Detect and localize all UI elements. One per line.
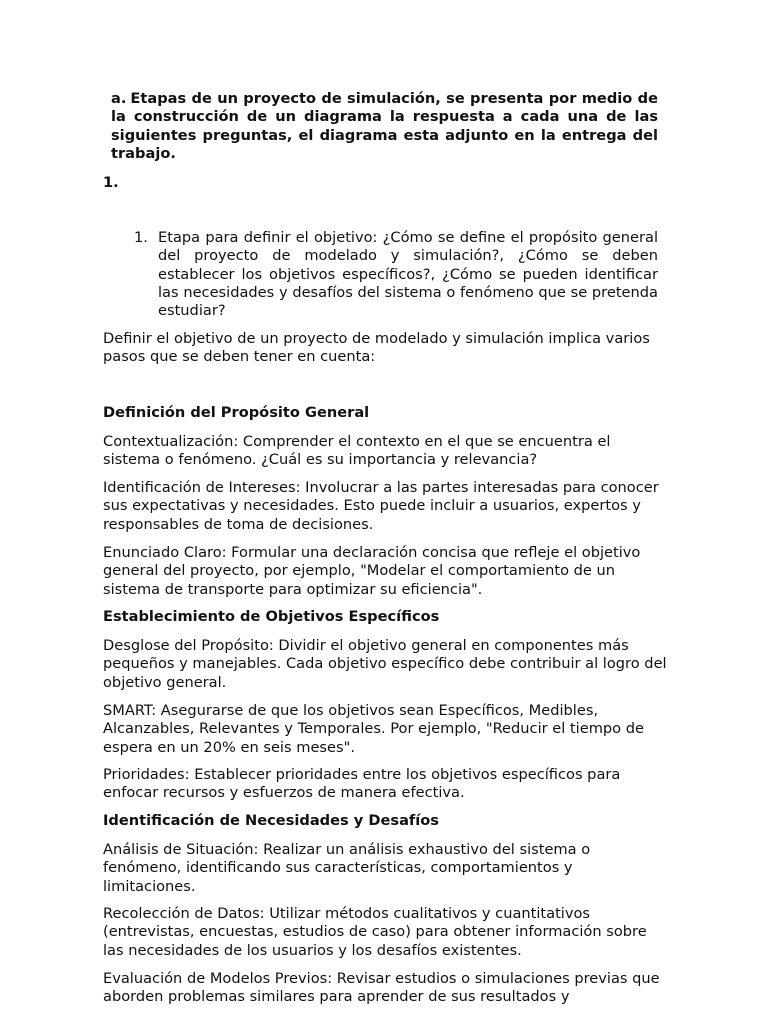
paragraph-identificacion-intereses: Identificación de Intereses: Involucrar a las partes interesadas para conocer sus expectativas y necesidades. Esto puede incluir a usuarios, expertos y responsables de toma de decisiones. (103, 479, 659, 533)
heading-necesidades-desafios: Identificación de Necesidades y Desafíos (103, 812, 439, 829)
paragraph-smart: SMART: Asegurarse de que los objetivos sean Específicos, Medibles, Alcanzables, Relevantes y Temporales. Por ejemplo, "Reducir el tiempo de espera en un 20% en seis meses". (103, 702, 644, 756)
heading-proposito-general: Definición del Propósito General (103, 404, 370, 421)
intro-section-a (111, 90, 658, 163)
question-list-marker: 1. (134, 229, 148, 246)
question-text: Etapa para definir el objetivo: ¿Cómo se define el propósito general del proyecto de modelado y simulación?, ¿Cómo se deben establecer los objetivos específicos?, ¿Cómo se pueden identificar las necesidades y desafíos del sistema o fenómeno que se pretenda estudiar? (158, 229, 658, 320)
question-item (134, 229, 658, 320)
paragraph-prioridades: Prioridades: Establecer prioridades entre los objetivos específicos para enfocar recursos y esfuerzos de manera efectiva. (103, 766, 621, 802)
paragraph-evaluacion-modelos: Evaluación de Modelos Previos: Revisar estudios o simulaciones previas que aborden problemas similares para aprender de sus resultados y (103, 970, 660, 1006)
paragraph-recoleccion-datos: Recolección de Datos: Utilizar métodos cualitativos y cuantitativos (entrevistas, encuestas, estudios de caso) para obtener información sobre las necesidades de los usuarios y los desafíos existentes. (103, 905, 647, 959)
paragraph-analisis-situacion: Análisis de Situación: Realizar un análisis exhaustivo del sistema o fenómeno, identificando sus características, comportamientos y limitaciones. (103, 841, 591, 895)
list-number: 1. (103, 174, 119, 191)
heading-objetivos-especificos: Establecimiento de Objetivos Específicos (103, 608, 440, 625)
intro-text: Etapas de un proyecto de simulación, se presenta por medio de la construcción de un diagrama la respuesta a cada una de las siguientes preguntas, el diagrama esta adjunto en la entrega del trabajo. (111, 90, 658, 162)
paragraph-contextualizacion: Contextualización: Comprender el contexto en el que se encuentra el sistema o fenómeno. ¿Cuál es su importancia y relevancia? (103, 433, 611, 469)
paragraph-definir: Definir el objetivo de un proyecto de modelado y simulación implica varios pasos que se deben tener en cuenta: (103, 330, 650, 366)
paragraph-desglose: Desglose del Propósito: Dividir el objetivo general en componentes más pequeños y manejables. Cada objetivo específico debe contribuir al logro del objetivo general. (103, 637, 667, 691)
paragraph-enunciado-claro: Enunciado Claro: Formular una declaración concisa que refleje el objetivo general del proyecto, por ejemplo, "Modelar el comportamiento de un sistema de transporte para optimizar su eficiencia". (103, 544, 641, 598)
intro-list-marker: a. (111, 90, 127, 107)
